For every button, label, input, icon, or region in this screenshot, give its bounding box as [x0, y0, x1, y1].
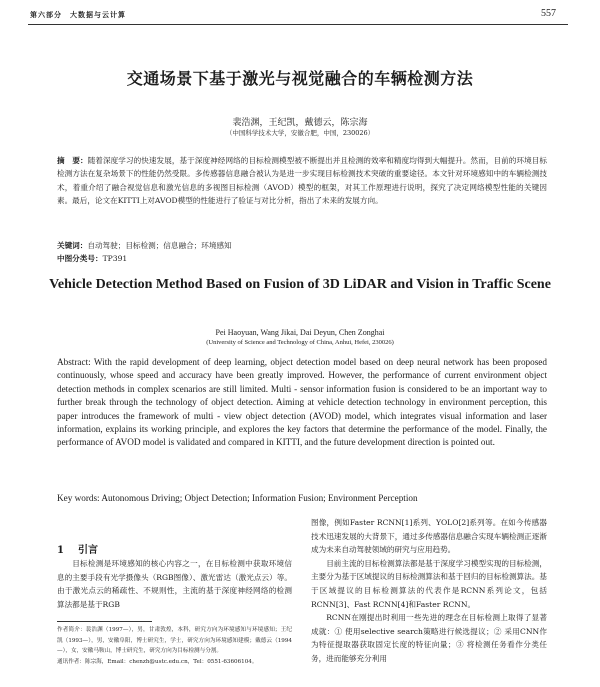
right-paragraph: RCNN在刚提出时利用一些先进的理念在目标检测上取得了显著成就：① 使用selective search策略进行候选提议；② 采用CNN作为特征提取器获取固定长度的特征向量；③ 将检测任务看作分类任务，进而能够充分利用 [311, 613, 547, 663]
running-header: 第六部分 大数据与云计算 [30, 10, 126, 19]
abstract-cn-text: 随着深度学习的快速发展，基于深度神经网络的目标检测模型被不断提出并且检测的效率和精度均得到大幅提升。然而，目前的环境目标检测方法在复杂场景下的性能仍然受限。多传感器信息融合被认为是进一步实现目标检测技术突破的重要途径。本文针对环境感知中的车辆检测技术，着重介绍了融合视觉信息和激光信息的多视图目标检测（AVOD）模型的框架，对其工作原理进行说明，探究了决定网络模型性能的关键因素。最后，论文在KITTI上对AVOD模型的性能进行了验证与对比分析，指出了未来的发展方向。 [57, 156, 548, 205]
classification-number [57, 253, 127, 264]
keywords-cn-text: 自动驾驶；目标检测；信息融合；环境感知 [87, 241, 232, 250]
keywords-cn [57, 240, 232, 251]
section-title: 引言 [77, 545, 98, 556]
keywords-cn-label: 关键词： [57, 241, 88, 250]
intro-paragraph: 目标检测是环境感知的核心内容之一，在目标检测中获取环境信息的主要手段有光学摄像头（RGB图像）、激光雷达（激光点云）等。由于激光点云的稀疏性、不规则性，主流的基于深度神经网络的检测算法都是基于RGB [57, 559, 292, 609]
header-rule [28, 24, 568, 25]
paper-title-en: Vehicle Detection Method Based on Fusion of 3D LiDAR and Vision in Traffic Scene [49, 277, 551, 292]
left-column-text [57, 557, 292, 611]
authors-cn: 裴浩渊，王纪凯，戴德云，陈宗海 [232, 118, 368, 128]
keywords-en-label: Key words: [57, 493, 100, 503]
authors-en: Pei Haoyuan, Wang Jikai, Dai Deyun, Chen Zonghai [215, 328, 385, 337]
keywords-en-text: Autonomous Driving; Object Detection; Information Fusion; Environment Perception [101, 493, 418, 503]
abstract-cn-label: 摘 要： [57, 156, 88, 165]
abstract-en [57, 356, 547, 450]
right-paragraph: 目前主流的目标检测算法都是基于深度学习模型实现的目标检测，主要分为基于区域提议的目标检测算法和基于回归的目标检测算法。基于区域提议的目标检测算法的代表作是RCNN系列论文，包括RCNN[3]、Fast RCNN[4]和Faster RCNN。 [311, 558, 547, 609]
affiliation-en: (University of Science and Technology of China, Anhui, Hefei, 230026) [206, 339, 394, 346]
footnotes [57, 625, 292, 667]
abstract-cn [57, 154, 547, 207]
abstract-en-label: Abstract: [57, 357, 91, 367]
classification-text: TP391 [102, 254, 128, 263]
abstract-en-text: With the rapid development of deep learning, object detection model based on deep neural network has been proposed continuously, whose speed and accuracy have been greatly improved. However, the performance of current environment object detection methods in complex scenarios are still limited. Multi - sensor information fusion is considered to be an important way to further break through the technology of object detection. Aiming at vehicle detection technology in environment perception, this paper introduces the framework of multi - view object detection (AVOD) model, which integrates visual information and laser information, explains its working principle, and explores the key factors that determine the performance of the model. Finally, the performance of AVOD model is validated and compared in KITTI, and the future development direction is pointed out. [57, 357, 547, 448]
right-column-text [311, 516, 547, 666]
footnote-author-bio: 作者简介：裴浩渊（1997—），男，甘肃敦煌，本科，研究方向为环境感知与环境感知；王纪凯（1993—），男，安徽阜阳，博士研究生，学士，研究方向为环境感知建模；戴德云（1994—），女，安徽马鞍山，博士研究生，研究方向为目标检测与分割。 [57, 627, 292, 655]
right-paragraph: 图像，例如Faster RCNN[1]系列、YOLO[2]系列等。在如今传感器技术迅速发展的大背景下，通过多传感器信息融合实现车辆检测正逐渐成为未来自动驾驶领域的研究与应用趋势。 [311, 518, 547, 555]
section-heading [57, 541, 292, 556]
section-number: 1 [57, 545, 64, 556]
classification-label: 中图分类号： [57, 254, 103, 263]
page-number: 557 [541, 8, 556, 19]
keywords-en [57, 493, 418, 503]
footnote-corresponding: 通讯作者：陈宗海，Email：chenzh@ustc.edu.cn，Tel：0551-63606104。 [57, 658, 258, 665]
affiliation-cn: （中国科学技术大学，安徽合肥，中国，230026） [225, 129, 375, 137]
paper-title-cn: 交通场景下基于激光与视觉融合的车辆检测方法 [126, 69, 474, 88]
footnote-rule [57, 621, 152, 622]
